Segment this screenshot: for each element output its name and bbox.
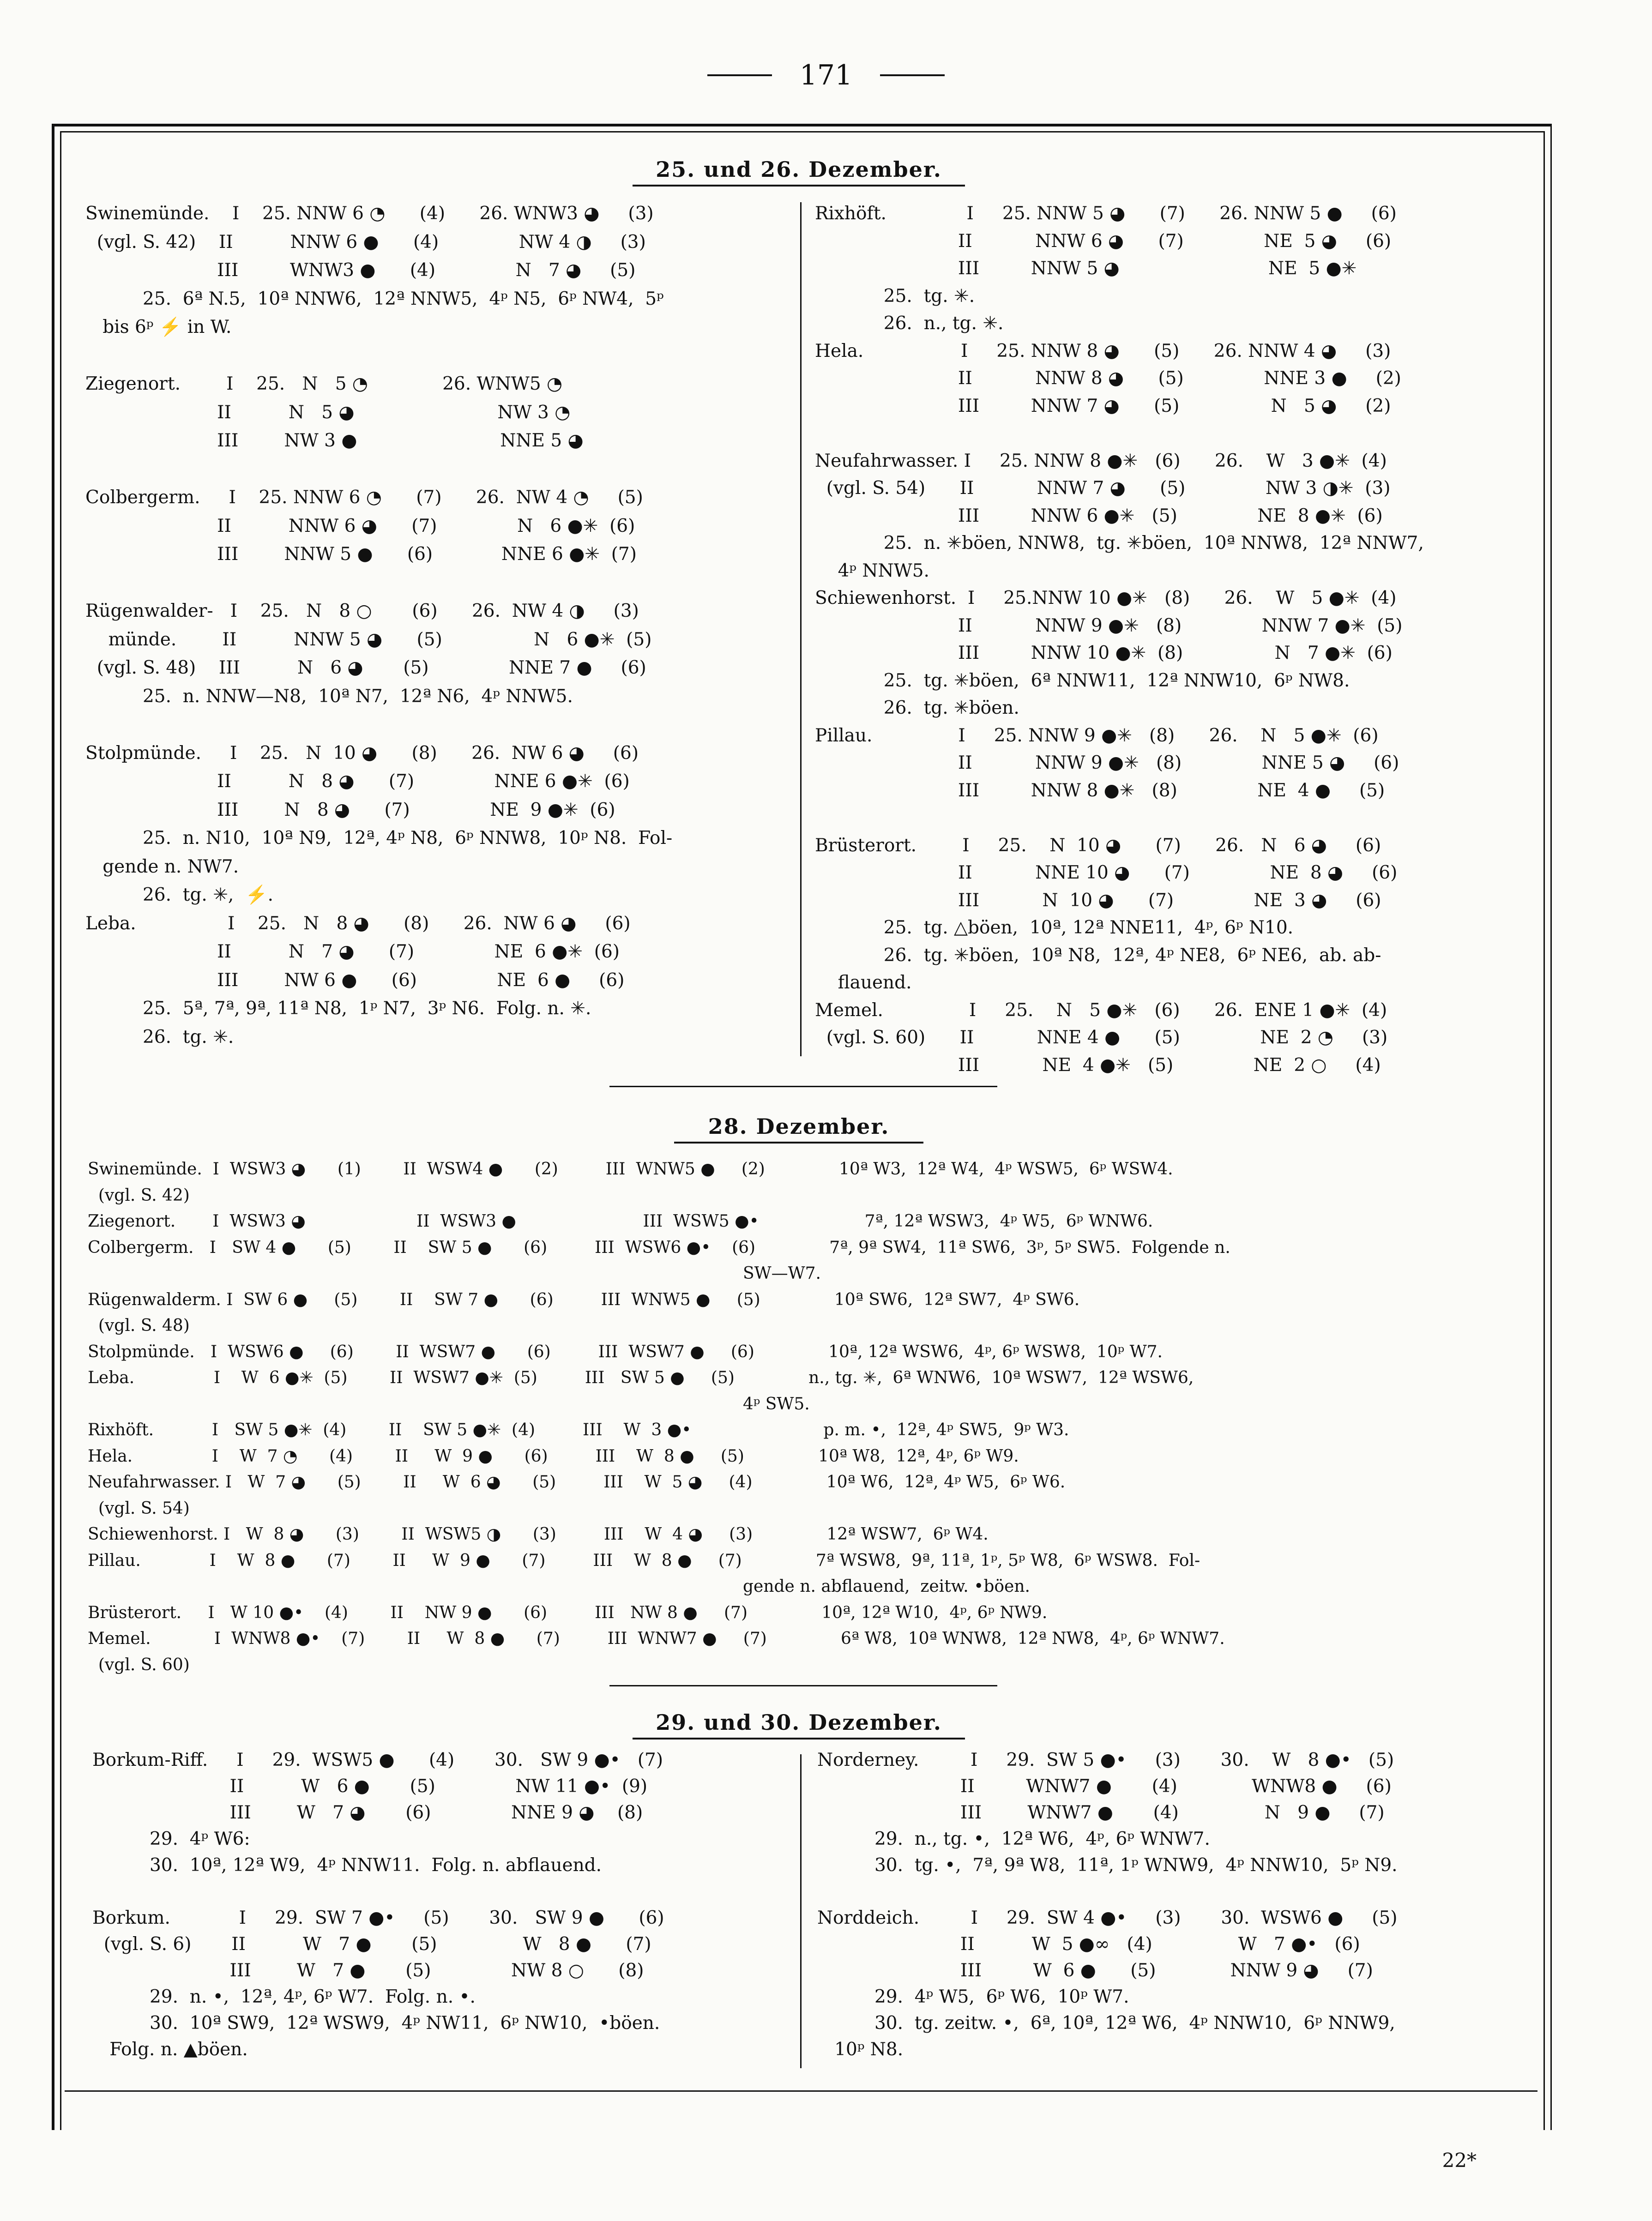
- text-line: Colbergerm. I 25. NNW 6 ◔ (7) 26. NW 4 ◔ (5): [85, 487, 643, 508]
- text-line: III NE 4 ●✳ (5) NE 2 ○ (4): [815, 1054, 1381, 1076]
- text-line: Rixhöft. I SW 5 ●✳ (4) II SW 5 ●✳ (4) III W 3 ●• p. m. •, 12ª, 4ᵖ SW5, 9ᵖ W3.: [88, 1420, 1069, 1439]
- text-line: Neufahrwasser. I 25. NNW 8 ●✳ (6) 26. W 3 ●✳ (4): [815, 450, 1387, 471]
- section-title-25-26: [633, 157, 965, 182]
- text-line: Memel. I WNW8 ●• (7) II W 8 ● (7) III WNW7 ● (7) 6ª W8, 10ª WNW8, 12ª NW8, 4ᵖ, 6ᵖ WNW7.: [88, 1629, 1225, 1648]
- text-line: Schiewenhorst. I 25.NNW 10 ●✳ (8) 26. W 5 ●✳ (4): [815, 588, 1397, 608]
- text-line: III NNW 10 ●✳ (8) N 7 ●✳ (6): [815, 643, 1393, 663]
- text-line: II N 7 ◕ (7) NE 6 ●✳ (6): [85, 941, 620, 962]
- section-title-28: [674, 1114, 923, 1139]
- text-line: Neufahrwasser. I W 7 ◕ (5) II W 6 ◕ (5) III W 5 ◕ (4) 10ª W6, 12ª, 4ᵖ W5, 6ᵖ W6.: [88, 1473, 1066, 1492]
- text-line: III NNW 8 ●✳ (8) NE 4 ● (5): [815, 780, 1385, 801]
- text-line: Swinemünde. I WSW3 ◕ (1) II WSW4 ● (2) III WNW5 ● (2) 10ª W3, 12ª W4, 4ᵖ WSW5, 6ᵖ WSW4.: [88, 1160, 1173, 1179]
- text-line: II N 5 ◕ NW 3 ◔: [85, 402, 571, 423]
- text-line: 26. tg. ✳, ⚡.: [85, 885, 274, 905]
- text-line: Stolpmünde. I 25. N 10 ◕ (8) 26. NW 6 ◕ (6): [85, 742, 639, 764]
- text-line: (vgl. S. 54) II NNW 7 ◕ (5) NW 3 ◑✳ (3): [815, 478, 1391, 499]
- text-line: 10ᵖ N8.: [817, 2039, 904, 2060]
- text-line: Hela. I 25. NNW 8 ◕ (5) 26. NNW 4 ◕ (3): [815, 340, 1391, 361]
- text-line: II NNE 10 ◕ (7) NE 8 ◕ (6): [815, 862, 1398, 883]
- text-line: III W 7 ◕ (6) NNE 9 ◕ (8): [92, 1802, 643, 1823]
- section-divider-1: [609, 1086, 997, 1087]
- text-line: 29. 4ᵖ W6:: [92, 1829, 250, 1849]
- text-line: Rügenwalder- I 25. N 8 ○ (6) 26. NW 4 ◑ (3): [85, 601, 639, 621]
- text-line: II NNW 9 ●✳ (8) NNW 7 ●✳ (5): [815, 615, 1403, 636]
- text-line: Stolpmünde. I WSW6 ● (6) II WSW7 ● (6) III WSW7 ● (6) 10ª, 12ª WSW6, 4ᵖ, 6ᵖ WSW8, 10ᵖ W7.: [88, 1342, 1163, 1361]
- text-line: III WNW3 ● (4) N 7 ◕ (5): [85, 260, 636, 281]
- text-line: 29. n., tg. •, 12ª W6, 4ᵖ, 6ᵖ WNW7.: [817, 1829, 1210, 1849]
- bottom-rule: [65, 2090, 1537, 2092]
- text-line: III W 7 ● (5) NW 8 ○ (8): [92, 1960, 644, 1981]
- text-line: II NNW 8 ◕ (5) NNE 3 ● (2): [815, 368, 1401, 389]
- header-rule-left: [707, 74, 772, 76]
- text-line: 26. tg. ✳böen.: [815, 698, 1019, 718]
- text-line: 25. n. ✳böen, NNW8, tg. ✳böen, 10ª NNW8, 12ª NNW7,: [815, 533, 1424, 554]
- text-line: 26. tg. ✳.: [85, 1026, 234, 1047]
- text-line: Brüsterort. I W 10 ●• (4) II NW 9 ● (6) III NW 8 ● (7) 10ª, 12ª W10, 4ᵖ, 6ᵖ NW9.: [88, 1603, 1048, 1622]
- text-line: II W 6 ● (5) NW 11 ●• (9): [92, 1776, 648, 1797]
- text-line: III NNW 5 ◕ NE 5 ●✳: [815, 258, 1357, 279]
- text-line: 25. 6ª N.5, 10ª NNW6, 12ª NNW5, 4ᵖ N5, 6ᵖ NW4, 5ᵖ: [85, 288, 664, 309]
- text-line: (vgl. S. 6) II W 7 ● (5) W 8 ● (7): [92, 1934, 651, 1955]
- text-line: SW—W7.: [88, 1264, 821, 1283]
- text-line: 30. tg. zeitw. •, 6ª, 10ª, 12ª W6, 4ᵖ NNW10, 6ᵖ NNW9,: [817, 2013, 1395, 2034]
- header-rule-right: [880, 74, 945, 76]
- text-line: 26. n., tg. ✳.: [815, 313, 1004, 334]
- text-line: II NNW 9 ●✳ (8) NNE 5 ◕ (6): [815, 752, 1399, 773]
- text-line: Norderney. I 29. SW 5 ●• (3) 30. W 8 ●• (5): [817, 1750, 1394, 1770]
- text-line: Folg. n. ▲böen.: [92, 2039, 248, 2060]
- page-number: 171: [799, 59, 853, 91]
- text-line: Leba. I 25. N 8 ◕ (8) 26. NW 6 ◕ (6): [85, 913, 631, 934]
- text-line: III N 8 ◕ (7) NE 9 ●✳ (6): [85, 799, 615, 820]
- section-title-text: 28. Dezember.: [708, 1114, 890, 1139]
- text-line: Hela. I W 7 ◔ (4) II W 9 ● (6) III W 8 ● (5) 10ª W8, 12ª, 4ᵖ, 6ᵖ W9.: [88, 1446, 1019, 1466]
- text-line: III W 6 ● (5) NNW 9 ◕ (7): [817, 1960, 1373, 1981]
- text-line: bis 6ᵖ ⚡ in W.: [85, 317, 232, 337]
- text-line: 30. 10ª SW9, 12ª WSW9, 4ᵖ NW11, 6ᵖ NW10, •böen.: [92, 2013, 660, 2034]
- text-line: gende n. abflauend, zeitw. •böen.: [88, 1577, 1030, 1596]
- text-line: II NNW 6 ◕ (7) NE 5 ◕ (6): [815, 230, 1392, 252]
- text-line: III WNW7 ● (4) N 9 ● (7): [817, 1802, 1385, 1823]
- text-line: 29. 4ᵖ W5, 6ᵖ W6, 10ᵖ W7.: [817, 1986, 1129, 2007]
- text-line: Rügenwalderm. I SW 6 ● (5) II SW 7 ● (6) III WNW5 ● (5) 10ª SW6, 12ª SW7, 4ᵖ SW6.: [88, 1290, 1080, 1309]
- section-title-text: 29. und 30. Dezember.: [656, 1710, 942, 1735]
- text-line: III NNW 6 ●✳ (5) NE 8 ●✳ (6): [815, 505, 1383, 526]
- text-line: (vgl. S. 54): [88, 1499, 190, 1518]
- text-line: Swinemünde. I 25. NNW 6 ◔ (4) 26. WNW3 ◕ (3): [85, 203, 654, 224]
- text-line: 4ᵖ SW5.: [88, 1394, 810, 1414]
- page-header: [0, 54, 1652, 96]
- text-line: Borkum. I 29. SW 7 ●• (5) 30. SW 9 ● (6): [92, 1908, 664, 1928]
- text-line: 25. tg. ✳böen, 6ª NNW11, 12ª NNW10, 6ᵖ NW8.: [815, 670, 1350, 691]
- text-line: 4ᵖ NNW5.: [815, 560, 929, 581]
- footer-signature-mark: 22*: [1442, 2149, 1477, 2172]
- text-line: 30. tg. •, 7ª, 9ª W8, 11ª, 1ᵖ WNW9, 4ᵖ NNW10, 5ᵖ N9.: [817, 1855, 1398, 1876]
- column-divider-s1: [800, 202, 802, 1056]
- section-title-29-30: [633, 1710, 965, 1735]
- text-line: 25. 5ª, 7ª, 9ª, 11ª N8, 1ᵖ N7, 3ᵖ N6. Folg. n. ✳.: [85, 998, 591, 1019]
- column-divider-s3: [800, 1754, 802, 2068]
- text-line: Memel. I 25. N 5 ●✳ (6) 26. ENE 1 ●✳ (4): [815, 999, 1387, 1021]
- text-line: (vgl. S. 42): [88, 1186, 190, 1205]
- text-line: (vgl. S. 42) II NNW 6 ● (4) NW 4 ◑ (3): [85, 231, 646, 253]
- text-line: II W 5 ●∞ (4) W 7 ●• (6): [817, 1934, 1360, 1955]
- text-line: 25. n. N10, 10ª N9, 12ª, 4ᵖ N8, 6ᵖ NNW8, 10ᵖ N8. Fol-: [85, 828, 673, 849]
- text-line: Leba. I W 6 ●✳ (5) II WSW7 ●✳ (5) III SW 5 ● (5) n., tg. ✳, 6ª WNW6, 10ª WSW7, 12ª WSW6,: [88, 1368, 1194, 1387]
- text-line: (vgl. S. 60) II NNE 4 ● (5) NE 2 ◔ (3): [815, 1027, 1388, 1048]
- text-line: III NNW 7 ◕ (5) N 5 ◕ (2): [815, 395, 1391, 416]
- text-line: III NW 3 ● NNE 5 ◕: [85, 430, 584, 451]
- section-title-text: 25. und 26. Dezember.: [656, 157, 942, 182]
- text-line: 26. tg. ✳böen, 10ª N8, 12ª, 4ᵖ NE8, 6ᵖ NE6, ab. ab-: [815, 945, 1381, 966]
- text-line: 25. tg. ✳.: [815, 285, 975, 307]
- text-line: Borkum-Riff. I 29. WSW5 ● (4) 30. SW 9 ●• (7): [92, 1750, 663, 1770]
- text-line: Rixhöft. I 25. NNW 5 ◕ (7) 26. NNW 5 ● (6): [815, 203, 1397, 224]
- text-line: Brüsterort. I 25. N 10 ◕ (7) 26. N 6 ◕ (6): [815, 835, 1381, 856]
- text-line: flauend.: [815, 972, 912, 993]
- text-line: (vgl. S. 48): [88, 1316, 190, 1335]
- text-line: III NNW 5 ● (6) NNE 6 ●✳ (7): [85, 544, 637, 565]
- text-line: II NNW 6 ◕ (7) N 6 ●✳ (6): [85, 515, 635, 536]
- text-line: II WNW7 ● (4) WNW8 ● (6): [817, 1776, 1392, 1797]
- text-line: Norddeich. I 29. SW 4 ●• (3) 30. WSW6 ● (5): [817, 1908, 1398, 1928]
- text-line: Ziegenort. I 25. N 5 ◔ 26. WNW5 ◔: [85, 373, 563, 394]
- text-line: III N 10 ◕ (7) NE 3 ◕ (6): [815, 890, 1381, 911]
- text-line: gende n. NW7.: [85, 856, 239, 877]
- section-divider-2: [609, 1685, 997, 1686]
- text-line: münde. II NNW 5 ◕ (5) N 6 ●✳ (5): [85, 629, 652, 650]
- text-line: Ziegenort. I WSW3 ◕ II WSW3 ● III WSW5 ●• 7ª, 12ª WSW3, 4ᵖ W5, 6ᵖ WNW6.: [88, 1212, 1153, 1231]
- text-line: 29. n. •, 12ª, 4ᵖ, 6ᵖ W7. Folg. n. •.: [92, 1986, 476, 2007]
- text-line: Pillau. I 25. NNW 9 ●✳ (8) 26. N 5 ●✳ (6): [815, 725, 1379, 746]
- text-line: (vgl. S. 60): [88, 1655, 190, 1674]
- text-line: 25. n. NNW—N8, 10ª N7, 12ª N6, 4ᵖ NNW5.: [85, 686, 573, 707]
- text-line: 25. tg. △böen, 10ª, 12ª NNE11, 4ᵖ, 6ᵖ N10.: [815, 917, 1294, 938]
- text-line: Pillau. I W 8 ● (7) II W 9 ● (7) III W 8 ● (7) 7ª WSW8, 9ª, 11ª, 1ᵖ, 5ᵖ W8, 6ᵖ WSW8. Fol-: [88, 1551, 1200, 1570]
- text-line: (vgl. S. 48) III N 6 ◕ (5) NNE 7 ● (6): [85, 657, 646, 678]
- text-line: Schiewenhorst. I W 8 ◕ (3) II WSW5 ◑ (3) III W 4 ◕ (3) 12ª WSW7, 6ᵖ W4.: [88, 1525, 989, 1544]
- text-line: II N 8 ◕ (7) NNE 6 ●✳ (6): [85, 771, 630, 792]
- text-line: 30. 10ª, 12ª W9, 4ᵖ NNW11. Folg. n. abflauend.: [92, 1855, 602, 1876]
- text-line: Colbergerm. I SW 4 ● (5) II SW 5 ● (6) III WSW6 ●• (6) 7ª, 9ª SW4, 11ª SW6, 3ᵖ, 5ᵖ SW5. Folgende n.: [88, 1238, 1230, 1257]
- text-line: III NW 6 ● (6) NE 6 ● (6): [85, 969, 625, 991]
